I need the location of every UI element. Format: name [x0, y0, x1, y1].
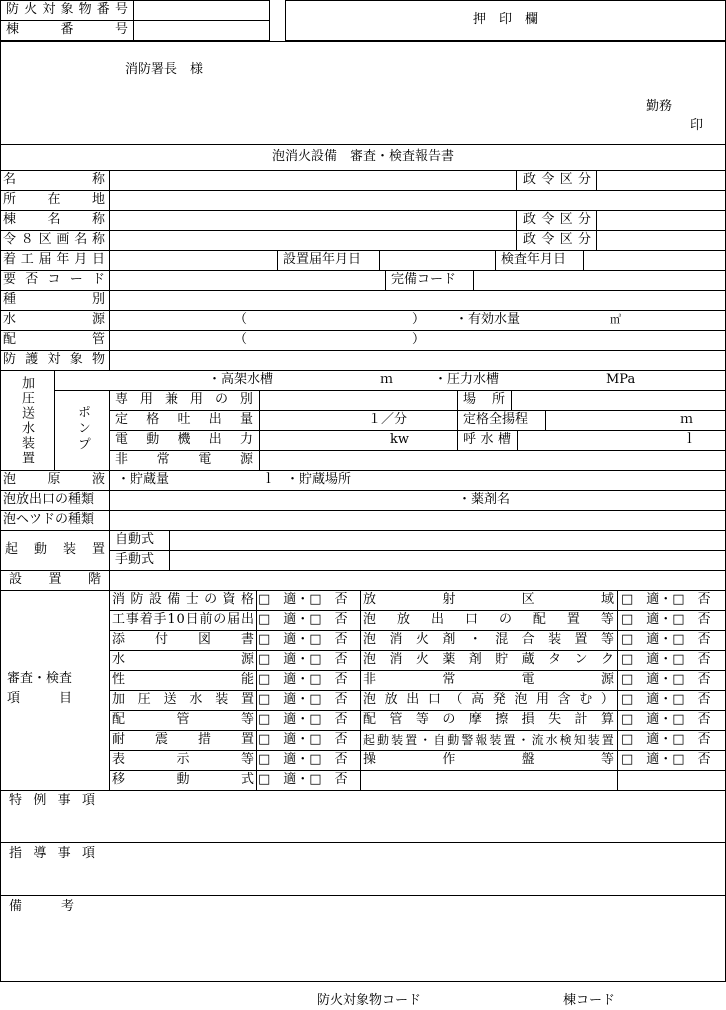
pressure-tank-mpa: MPa: [606, 372, 636, 387]
inspection-left-item-9-result[interactable]: □ 適・□ 否: [258, 772, 348, 787]
seal-box-label: 押 印 欄: [472, 12, 538, 27]
inspection-left-item-5-result[interactable]: □ 適・□ 否: [258, 692, 348, 707]
inspection-right-item-3-label: 泡 消 火 薬 剤 貯 蔵 タ ン ク: [363, 652, 614, 667]
inspection-right-item-5-result[interactable]: □ 適・□ 否: [621, 692, 711, 707]
ordinance-division-label-2: 政 令 区 分: [523, 212, 591, 227]
duty-label: 勤務: [646, 99, 673, 114]
inspection-left-item-2-result[interactable]: □ 適・□ 否: [258, 632, 348, 647]
pump-label: ポンプ: [75, 405, 90, 453]
inspection-right-item-4-label: 非 常 電 源: [363, 672, 614, 687]
completion-code-label: 完備コード: [391, 272, 457, 287]
name-label: 名 称: [3, 172, 105, 187]
inspection-left-item-6-result[interactable]: □ 適・□ 否: [258, 712, 348, 727]
report-title: 泡消火設備 審査・検査報告書: [271, 149, 454, 164]
location-label: 所 在 地: [3, 192, 105, 207]
remarks-label: 備 考: [9, 899, 75, 914]
inspection-left-item-8-label: 表 示 等: [112, 752, 254, 767]
water-source-label: 水 源: [3, 312, 105, 327]
agent-name-label: ・薬剤名: [458, 492, 511, 507]
necessity-code-label: 要 否 コ ー ド: [3, 272, 105, 287]
inspection-right-item-1-label: 泡 放 出 口 の 配 置 等: [363, 612, 614, 627]
type-label: 種 別: [3, 292, 105, 307]
seal-mark: 印: [690, 118, 704, 133]
header-id-col: [133, 0, 134, 41]
motor-output-label: 電 動 機 出 力: [115, 432, 253, 447]
priming-tank-liter: ｌ: [683, 432, 697, 447]
inspection-right-item-2-label: 泡 消 火 剤 ・ 混 合 装 置 等: [363, 632, 614, 647]
inspection-left-item-7-label: 耐 震 措 置: [112, 732, 254, 747]
storage-place-label: ・貯蔵場所: [286, 472, 352, 487]
inspection-left-item-3-label: 水 源: [112, 652, 254, 667]
inspection-right-item-6-label: 配 管 等 の 摩 擦 損 失 計 算: [363, 712, 614, 727]
inspection-right-item-5-label: 泡 放 出 口 （ 高 発 泡 用 含 む ）: [363, 692, 614, 707]
inspection-left-item-0-result[interactable]: □ 適・□ 否: [258, 592, 348, 607]
inspection-right-item-8-result[interactable]: □ 適・□ 否: [621, 752, 711, 767]
building-name-label: 棟 名 称: [3, 212, 105, 227]
building-number-label: 棟 番 号: [6, 22, 128, 37]
inspection-label-1: 審査・検査: [7, 671, 73, 686]
dedicated-label: 専 用 兼 用 の 別: [115, 392, 253, 407]
inspection-left-item-6-label: 配 管 等: [112, 712, 254, 727]
inspection-right-item-1-result[interactable]: □ 適・□ 否: [621, 612, 711, 627]
rule8-name-label: 令 ８ 区 画 名 称: [3, 232, 105, 247]
water-source-paren-close: ）: [412, 312, 426, 327]
inspection-right-item-0-result[interactable]: □ 適・□ 否: [621, 592, 711, 607]
inspection-right-item-3-result[interactable]: □ 適・□ 否: [621, 652, 711, 667]
head-type-label: 泡ヘツドの種類: [3, 512, 95, 527]
inspection-left-item-5-label: 加 圧 送 水 装 置: [112, 692, 254, 707]
fire-object-code-label: 防火対象物コード: [317, 993, 422, 1008]
inspection-right-item-8-label: 操 作 盤 等: [363, 752, 614, 767]
activation-label: 起 動 装 置: [5, 542, 105, 557]
inspection-right-item-7-result[interactable]: □ 適・□ 否: [621, 732, 711, 747]
building-code-label: 棟コード: [563, 993, 616, 1008]
rated-head-m: ｍ: [680, 412, 694, 427]
inspection-left-item-1-label: 工 事 着 手 1 0 日 前 の 届 出: [112, 612, 254, 627]
inspection-left-item-7-result[interactable]: □ 適・□ 否: [258, 732, 348, 747]
priming-tank-label: 呼 水 槽: [463, 432, 511, 447]
water-source-paren-open: （: [234, 312, 248, 327]
inspection-right-item-4-result[interactable]: □ 適・□ 否: [621, 672, 711, 687]
per-min-unit: １／分: [368, 412, 408, 427]
protected-object-label: 防 護 対 象 物: [3, 352, 105, 367]
inspection-right-item-7-label: 起 動 装 置 ・ 自 動 警 報 装 置 ・ 流 水 検 知 装 置: [363, 733, 614, 747]
inspection-left-item-0-label: 消 防 設 備 士 の 資 格: [112, 592, 254, 607]
fire-object-number-label: 防 火 対 象 物 番 号: [6, 2, 128, 17]
inspection-label-2: 項 目: [7, 691, 73, 706]
inspection-left-item-8-result[interactable]: □ 適・□ 否: [258, 752, 348, 767]
rated-discharge-label: 定 格 吐 出 量: [115, 412, 253, 427]
addressee: 消防署長 様: [125, 62, 204, 77]
inspection-left-item-1-result[interactable]: □ 適・□ 否: [258, 612, 348, 627]
place-label: 場 所: [463, 392, 505, 407]
pressure-tank-label: ・圧力水槽: [434, 372, 500, 387]
storage-amount-label: ・貯蔵量: [117, 472, 170, 487]
elevated-tank-m: ｍ: [380, 372, 394, 387]
auto-label: 自動式: [115, 532, 155, 547]
ordinance-division-label-3: 政 令 区 分: [523, 232, 591, 247]
special-items-label: 特 例 事 項: [9, 793, 95, 808]
inspection-left-item-9-label: 移 動 式: [112, 772, 254, 787]
m3-unit: ㎥: [610, 313, 621, 326]
piping-paren-open: （: [234, 332, 248, 347]
kw-unit: kw: [390, 432, 410, 447]
manual-label: 手動式: [115, 552, 155, 567]
inspection-left-item-4-result[interactable]: □ 適・□ 否: [258, 672, 348, 687]
effective-water-label: ・有効水量: [455, 312, 521, 327]
inspection-right-item-6-result[interactable]: □ 適・□ 否: [621, 712, 711, 727]
inspect-date-label: 検査年月日: [501, 252, 567, 267]
storage-liter-unit: ｌ: [262, 472, 276, 487]
outlet-type-label: 泡放出口の種類: [3, 492, 95, 507]
guidance-items-label: 指 導 事 項: [9, 846, 95, 861]
piping-paren-close: ）: [412, 332, 426, 347]
inspection-right-item-2-result[interactable]: □ 適・□ 否: [621, 632, 711, 647]
piping-label: 配 管: [3, 332, 105, 347]
rated-head-label: 定格全揚程: [463, 412, 529, 427]
inspection-left-item-3-result[interactable]: □ 適・□ 否: [258, 652, 348, 667]
ordinance-division-label: 政 令 区 分: [523, 172, 591, 187]
inspection-left-item-2-label: 添 付 図 書: [112, 632, 254, 647]
pressure-supply-label: 加圧送水装置: [19, 376, 34, 466]
emergency-power-label: 非 常 電 源: [115, 452, 253, 467]
start-date-label: 着 工 届 年 月 日: [3, 252, 105, 267]
foam-concentrate-label: 泡 原 液: [3, 472, 105, 487]
inspection-right-item-0-label: 放 射 区 域: [363, 592, 614, 607]
install-floors-label: 設 置 階: [9, 572, 101, 587]
inspection-left-item-4-label: 性 能: [112, 672, 254, 687]
elevated-tank-label: ・高架水槽: [208, 372, 274, 387]
install-date-label: 設置届年月日: [283, 252, 362, 267]
